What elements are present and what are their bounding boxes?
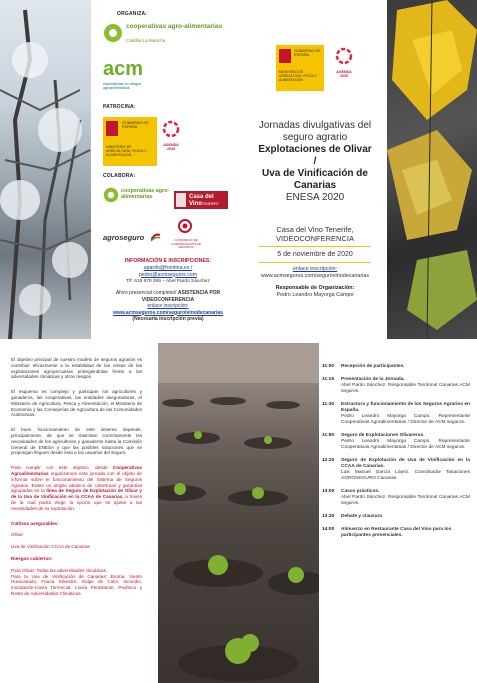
consorcio-logo: CONSORCIO DE COMPENSACIÓN DE SEGUROS	[170, 218, 202, 248]
gobierno-logo-patrocina: GOBIERNO DE ESPAÑA MINISTERIO DE AGRICULTURA, PESCA Y ALIMENTACIÓN	[103, 117, 157, 166]
title-block	[247, 120, 383, 204]
enesa-year: ENESA 2020	[285, 192, 345, 203]
swoosh-icon	[151, 233, 160, 242]
autumn-leaf-photo	[387, 0, 477, 339]
intro-paragraph-2: El esquema es complejo y participan los agricultores y ganaderos, las cooperativas, las entidades aseguradoras, el Ministerio de Agricultura, Pesca y Alimentación, el Ministerio de Economía y las Consejerías de Agricultura de las Comunidades Autónomas.	[11, 389, 142, 418]
aforo-text: Aforo presencial completo// ASISTENCIA POR VIDEOCONFERENCIA	[115, 290, 221, 303]
email-link-1[interactable]: apardo@frontina.es /	[143, 265, 193, 271]
coat-of-arms-icon	[106, 121, 118, 136]
schedule-item: 14:00 Almuerzo en Restaurante Casa del Vino para los participantes presenciales.	[322, 527, 452, 538]
responsable-name: Pedro Leandro Mayorga Campo	[276, 291, 354, 298]
venue-line-2: VIDEOCONFERENCIA	[276, 234, 354, 243]
intro-column	[11, 357, 142, 597]
registration-note: (Necesaria inscripción previa)	[132, 316, 204, 322]
schedule-item: 13:30 Debate y clausura	[322, 514, 383, 519]
riesgos-heading: Riesgos cubiertos:	[11, 555, 53, 561]
registration-link-right[interactable]: www.acmseguros.com/segurovinodecanarias	[260, 272, 370, 279]
intro-paragraph-3: El buen funcionamiento de este sistema depende, principalmente, de que se trasmitan correctamente las necesidades de los agricultores y ganaderos hasta la Comisión General de ENESA y que las posibles soluciones que se propongan lleguen desde ésta a los usuarios del seguro.	[11, 427, 142, 456]
schedule	[322, 364, 470, 546]
organiza-label: ORGANIZA:	[117, 11, 148, 17]
cultivos-heading: Cultivos asegurables:	[11, 520, 59, 526]
registration-link[interactable]: www.acmseguros.com/seguroivinodecanarias	[113, 309, 223, 316]
title-bold-3: Uva de Vinificación de	[262, 168, 368, 179]
title-line-1: Jornadas divulgativas del	[258, 120, 372, 131]
wine-icon	[176, 193, 186, 207]
acm-logo: acm especialistas en riesgos agroalimentarios	[103, 58, 144, 90]
schedule-item: 13:00 Casos prácticos. Abel Pardo Sánchez. Responsable Territorial Canarias ACM seguros.	[322, 489, 470, 506]
cooperativas-logo-colabora: cooperativas agro-alimentarias	[103, 186, 173, 206]
patrocina-label: PATROCINA:	[103, 104, 136, 110]
title-bold-2: /	[313, 156, 317, 167]
divider	[259, 246, 371, 247]
coop-leaf-icon	[103, 23, 123, 43]
riesgo-olivar: Para Olivar: Todas las adversidades climáticas.	[11, 567, 108, 573]
contact-phone: Tlf: 615 679 369 – Abel Pardo Sánchez	[126, 279, 210, 284]
gobierno-logo: GOBIERNO DE ESPAÑA MINISTERIO DE AGRICULTURA, PESCA Y ALIMENTACIÓN	[276, 45, 324, 91]
casa-del-vino-logo: Casa del Vino TENERIFE	[174, 191, 228, 209]
email-link-2[interactable]: pedro@acmseguros.com	[138, 271, 198, 278]
agenda-2030-logo: AGENDA 2030	[160, 120, 182, 152]
coat-of-arms-icon	[279, 49, 291, 63]
agroseguro-logo: agroseguro	[103, 233, 144, 242]
intro-paragraph-1: El objetivo principal de nuestro modelo de seguros agrarios es contribuir eficazmente a la estabilidad de las rentas de las explotaciones agropecuarias protegiéndolas frente a las adversidades climáticas y otros riesgos.	[11, 357, 142, 380]
schedule-item: 11:50 Seguro de Explotaciones Olivareras. Pedro Leandro Mayorga Campo. Representante Cooperativas Agroalimentarias / Director de ACM seguros.	[322, 433, 470, 450]
snowy-tree-photo	[0, 0, 91, 339]
contact-heading: INFORMACIÓN E INSCRIPCIONES:	[124, 258, 212, 264]
schedule-item: 12:20 Seguro de Explotación de Uva de Vinificación en la CCAA de Canarias. Luis Manuel García López. Coordinador Tasaciones AGROSEGURO Canarias.	[322, 458, 470, 481]
intro-paragraph-4: Para cumplir con este objetivo, desde Cooperativas Agroalimentarias organizamos esta jornada con el objeto de informar sobre el funcionamiento del Sistema de Seguros Agrarios. Existe un amplio abanico de coberturas y garantías agrupadas en la línea de Seguro de Explotación de Olivar y de la Uva de Vinificación en la CCAA de Canarias, a través de la cual podrá elegir la opción que se ajuste a las necesidades de su explotación.	[11, 465, 142, 511]
cultivo-uva: Uva de Vinificación CCAA de Canarias	[11, 544, 90, 550]
venue-block	[247, 225, 383, 298]
title-bold-4: Canarias	[293, 180, 337, 191]
contact-block	[100, 258, 236, 323]
divider	[259, 262, 371, 263]
cultivo-olivar: Olivar	[11, 532, 23, 538]
title-line-2: seguro agrario	[282, 132, 348, 143]
schedule-item: 11:15 Presentación de la Jornada. Abel Pardo Sánchez. Responsable Territorial Canarias ACM seguros.	[322, 377, 470, 394]
colabora-label: COLABORA:	[103, 173, 136, 179]
agenda-2030-logo: AGENDA 2030	[333, 47, 355, 79]
coop-leaf-icon	[103, 187, 119, 203]
event-date: 5 de noviembre de 2020	[277, 251, 353, 258]
cooperativas-logo: cooperativas agro-alimentarias Castilla-La Mancha	[103, 21, 223, 47]
enlace-label: enlace inscripción:	[147, 303, 189, 309]
vineyard-photo	[158, 343, 319, 683]
responsable-label: Responsable de Organización:	[275, 285, 355, 291]
enlace-label-right: enlace inscripción:	[292, 266, 338, 272]
venue-line-1: Casa del Vino Tenerife,	[276, 225, 354, 234]
schedule-item: 11:00 Recepción de participantes.	[322, 364, 405, 369]
title-bold-1: Explotaciones de Olivar	[258, 144, 372, 155]
schedule-item: 11:30 Estructura y funcionamiento de los Seguros Agrarios en España. Pedro Leandro Mayorga Campo. Representante Cooperativas Agroalimentarias / Director de ACM seguros.	[322, 402, 470, 425]
riesgo-uva: Para la Uva de Vinificación de Canarias: Bruma, Viento Huracanado, Fauna Silvestre, Golpe de Calor, Incendio, Inundación-Lluvia Torrencial, Lluvia Persistente, Pedrisco y Resto de Adversidades Climáticas.	[11, 573, 142, 596]
